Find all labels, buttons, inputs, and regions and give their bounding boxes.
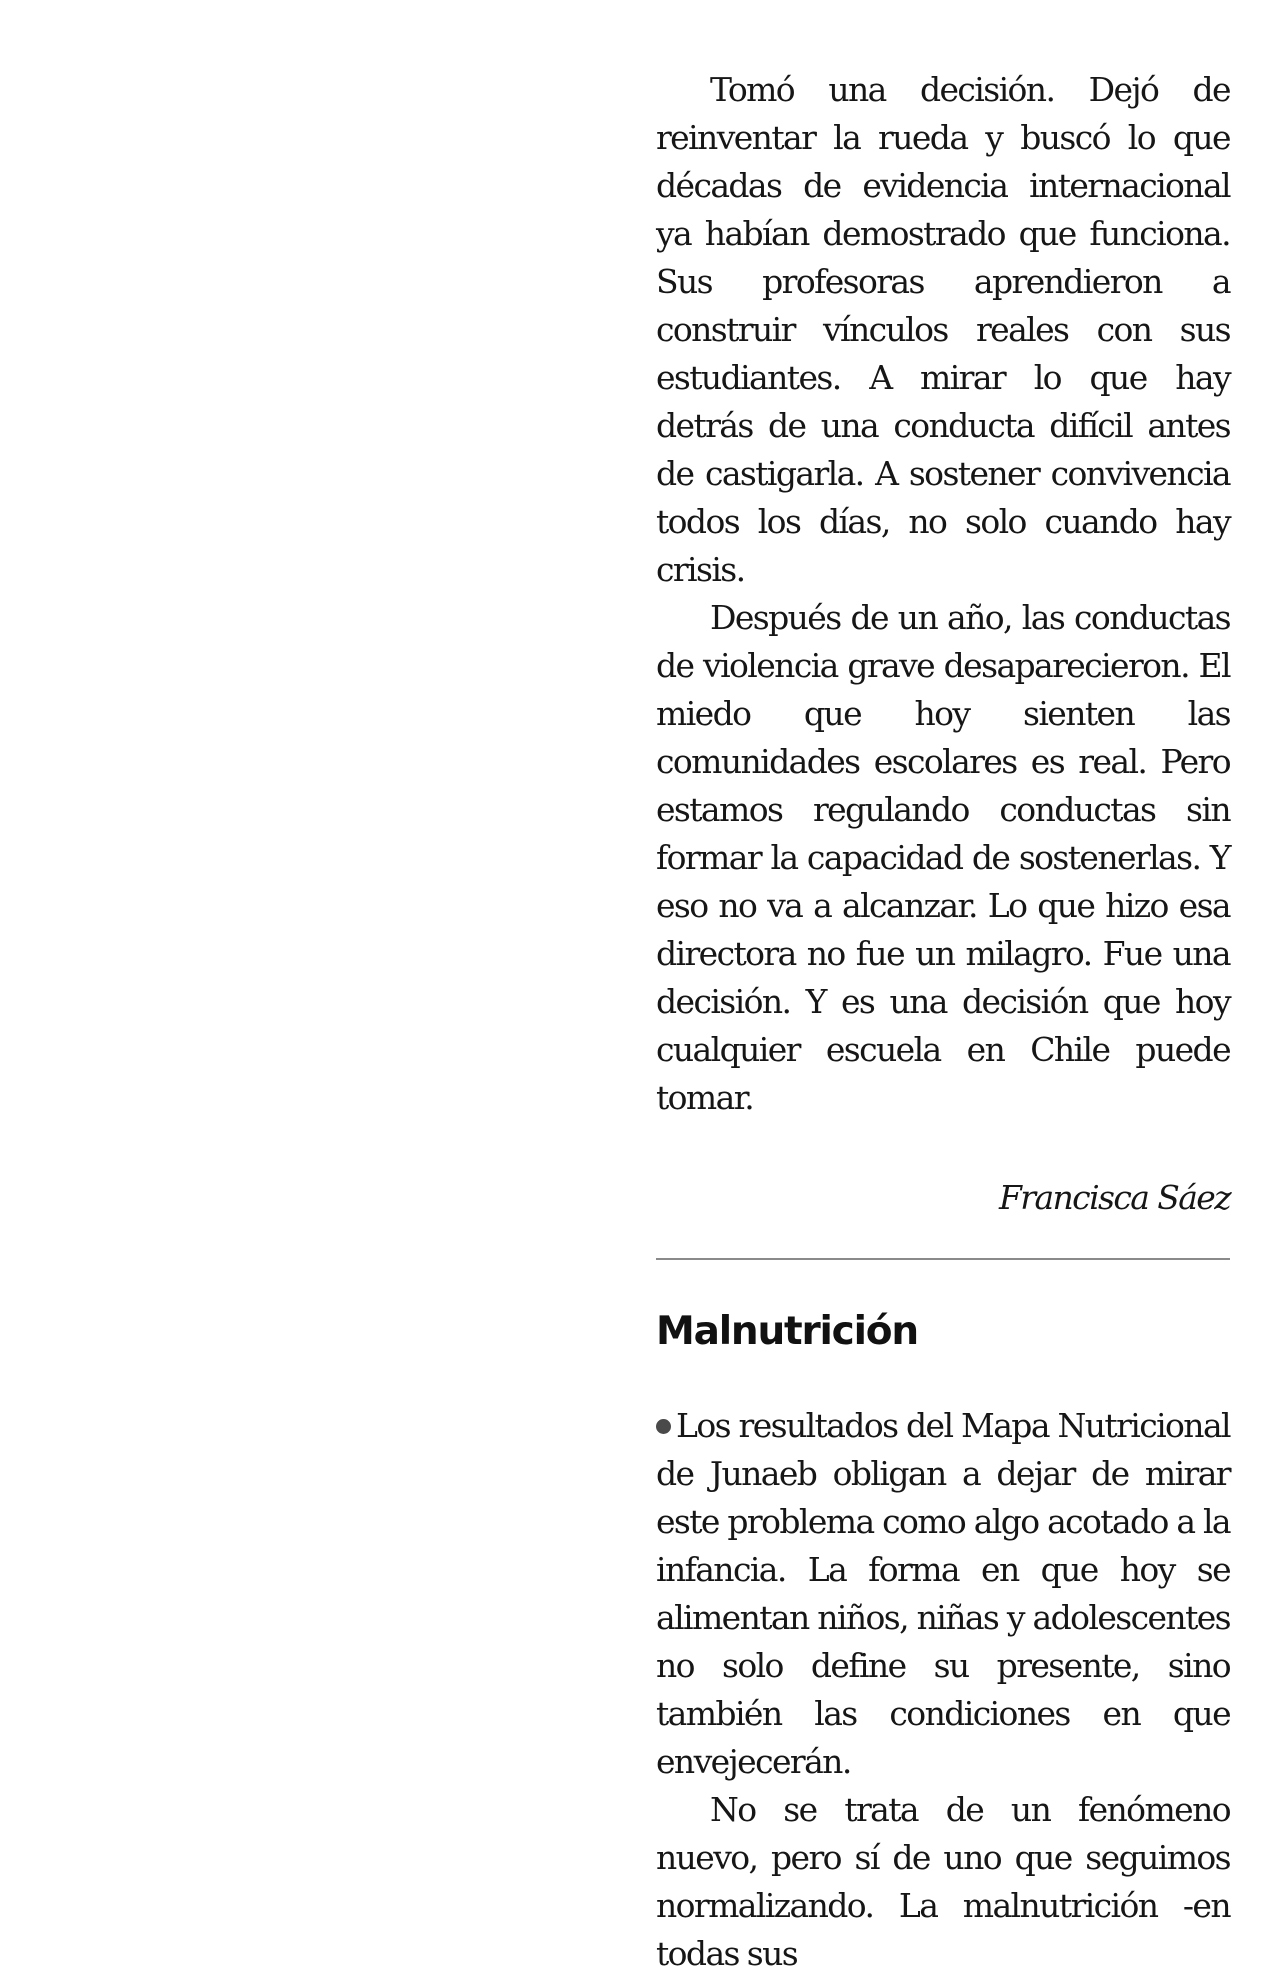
section-divider xyxy=(656,1258,1230,1260)
article-paragraph xyxy=(656,1402,1230,1786)
article-convivencia xyxy=(656,66,1230,1222)
article-paragraph: No se trata de un fenómeno nuevo, pero sí de uno que seguimos normalizando. La malnutrición -en todas sus xyxy=(656,1790,1230,1973)
article-column xyxy=(656,66,1230,1978)
article-malnutricion xyxy=(656,1306,1230,1978)
bullet-dot-icon xyxy=(656,1419,671,1434)
article-paragraph: Tomó una decisión. Dejó de reinventar la rueda y buscó lo que décadas de evidencia internacional ya habían demostrado que funciona. Sus profesoras aprendieron a construir vínculos reales con sus estudiantes. A mirar lo que hay detrás de una conducta difícil antes de castigarla. A sostener convivencia todos los días, no solo cuando hay crisis. xyxy=(656,70,1230,589)
section-heading: Malnutrición xyxy=(656,1309,918,1354)
article-paragraph-text: Los resultados del Mapa Nutricional de Junaeb obligan a dejar de mirar este problema como algo acotado a la infancia. La forma en que hoy se alimentan niños, niñas y adolescentes no solo define su presente, sino también las condiciones en que envejecerán. xyxy=(656,1406,1230,1781)
article-paragraph: Después de un año, las conductas de violencia grave desaparecieron. El miedo que hoy sienten las comunidades escolares es real. Pero estamos regulando conductas sin formar la capacidad de sostenerlas. Y eso no va a alcanzar. Lo que hizo esa directora no fue un milagro. Fue una decisión. Y es una decisión que hoy cualquier escuela en Chile puede tomar. xyxy=(656,598,1230,1117)
article-body xyxy=(656,1402,1230,1978)
author-signature: Francisca Sáez xyxy=(998,1178,1230,1217)
